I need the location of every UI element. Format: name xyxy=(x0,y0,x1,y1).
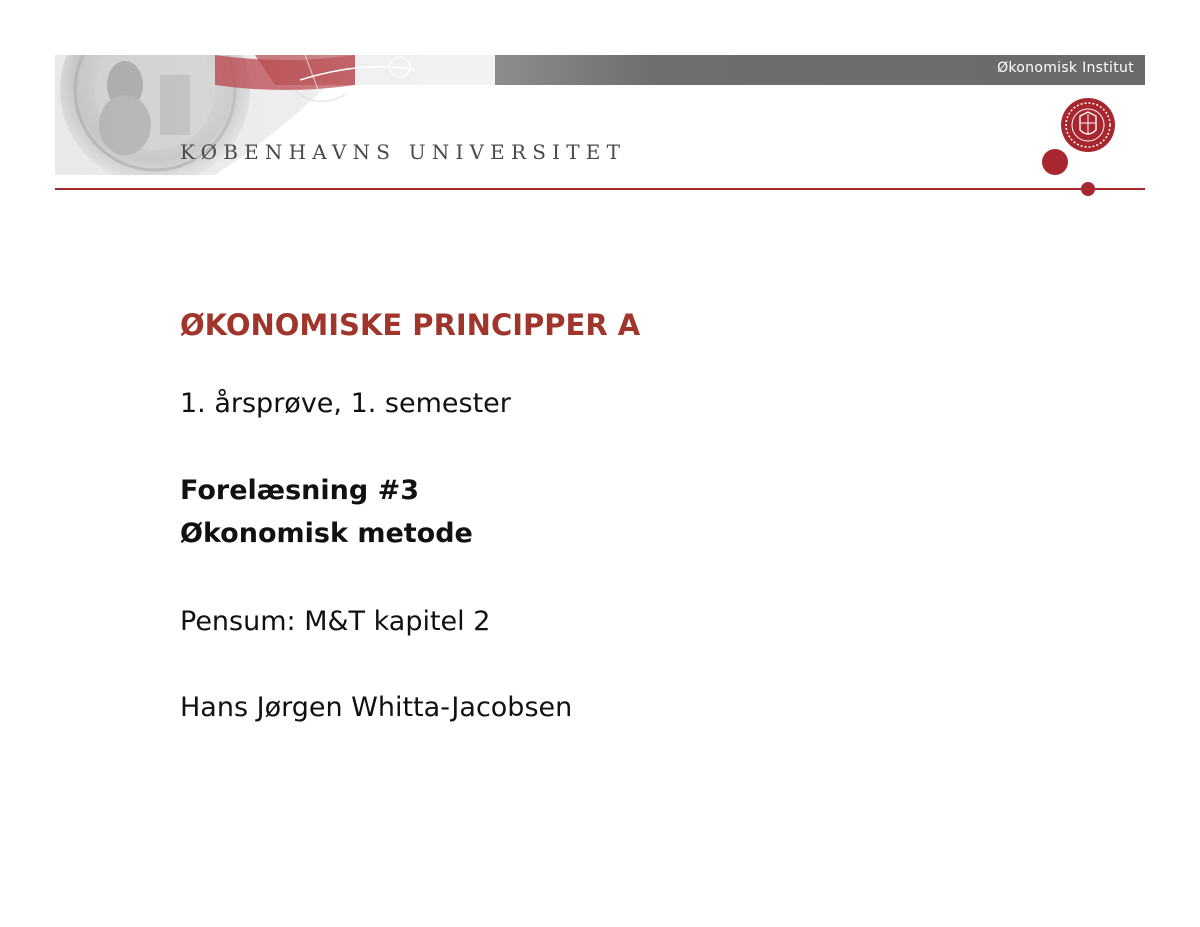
institute-label: Økonomisk Institut xyxy=(997,60,1134,76)
lecture-number: Forelæsning #3 xyxy=(180,475,419,506)
course-subtitle: 1. årsprøve, 1. semester xyxy=(180,388,511,419)
university-seal-icon xyxy=(1030,90,1145,200)
slide-header xyxy=(0,0,1200,200)
university-name: KØBENHAVNS UNIVERSITET xyxy=(180,140,627,164)
slide-title: ØKONOMISKE PRINCIPPER A xyxy=(180,308,641,342)
reading-list: Pensum: M&T kapitel 2 xyxy=(180,606,491,637)
author-name: Hans Jørgen Whitta-Jacobsen xyxy=(180,692,573,723)
header-divider xyxy=(55,188,1145,190)
lecture-topic: Økonomisk metode xyxy=(180,518,473,549)
